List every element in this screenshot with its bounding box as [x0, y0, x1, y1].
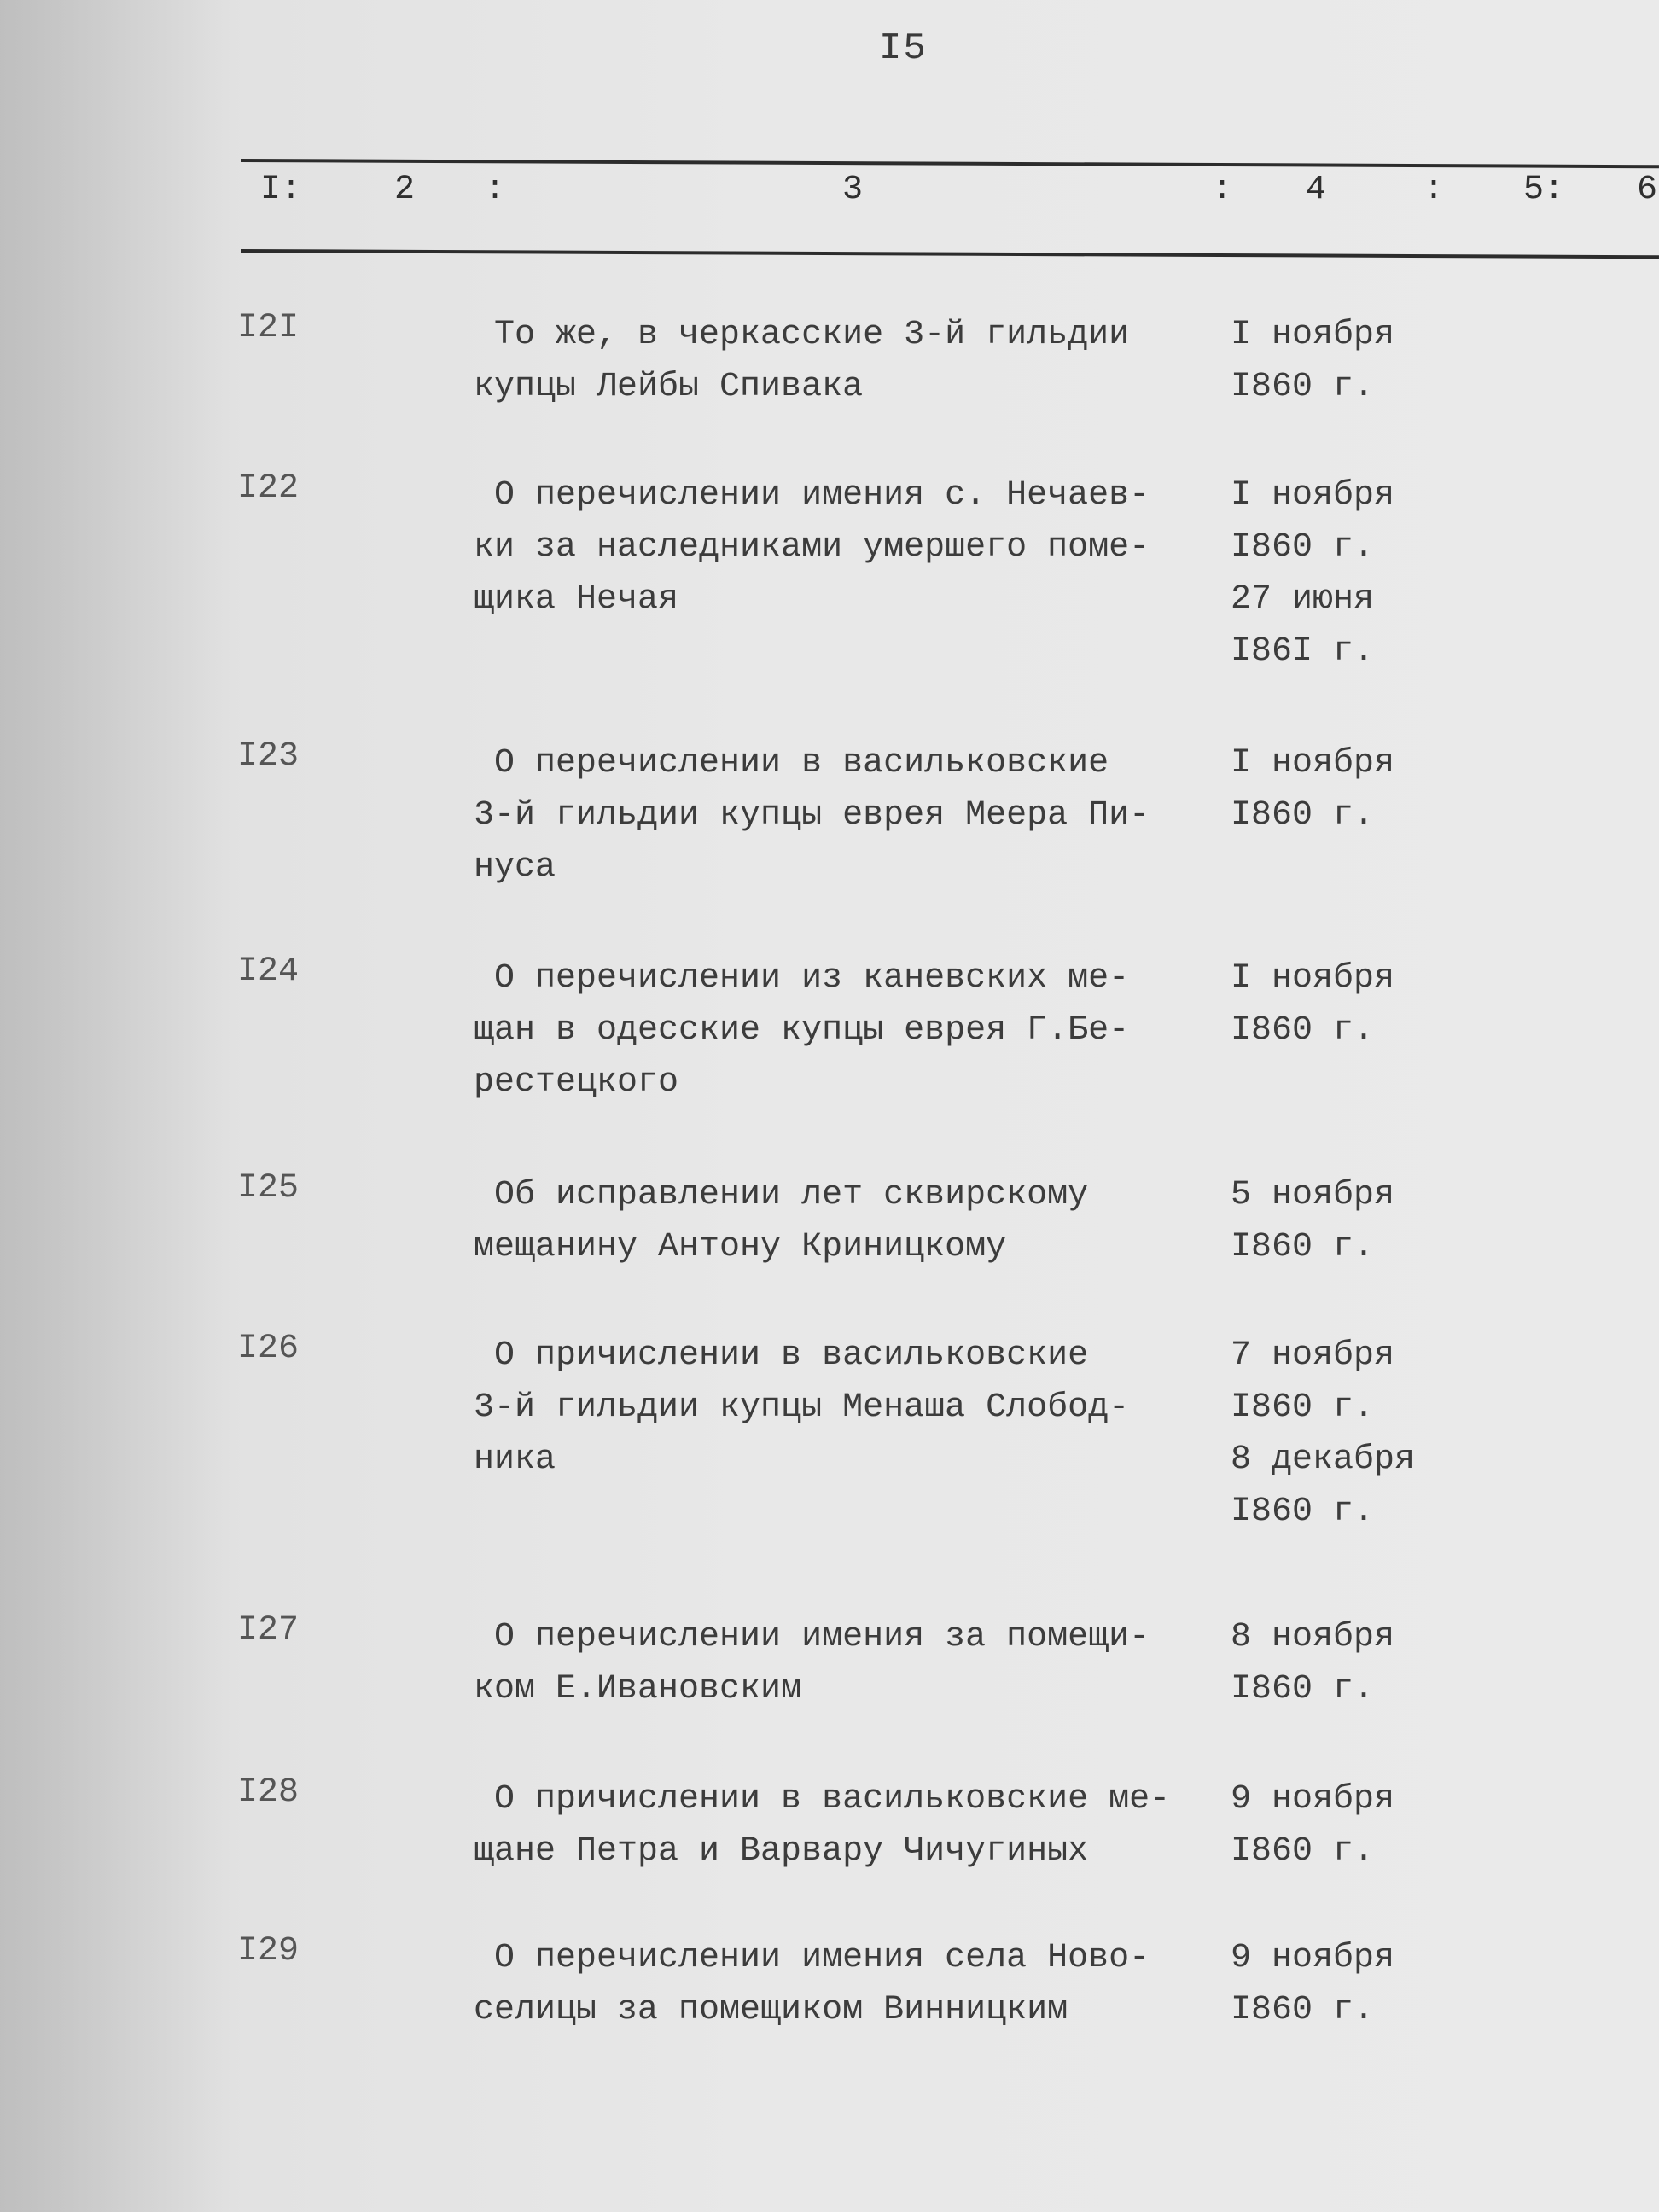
description-line: селицы за помещиком Винницким — [474, 1991, 1068, 2029]
date-line: I ноября — [1231, 316, 1395, 354]
date-line: I ноября — [1231, 744, 1395, 783]
description-line: О причислении в васильковские ме- — [474, 1780, 1171, 1819]
description-line: щика Нечая — [474, 580, 679, 619]
header-col-4: 4 — [1306, 171, 1327, 209]
description-line: мещанину Антону Криницкому — [474, 1228, 1007, 1266]
description-line: О перечислении имения села Ново- — [474, 1939, 1150, 1977]
date-line: I860 г. — [1231, 1670, 1375, 1708]
row-date — [1231, 737, 1394, 841]
description-line: О перечислении имения с. Нечаев- — [474, 476, 1150, 515]
row-number: I27 — [237, 1611, 300, 1650]
row-description — [474, 1932, 1225, 2036]
date-line: 9 ноября — [1231, 1939, 1395, 1977]
date-line: I860 г. — [1231, 1832, 1375, 1871]
header-separator-3: : — [1423, 171, 1445, 209]
date-line: I860 г. — [1231, 1493, 1375, 1531]
date-line: 7 ноября — [1231, 1336, 1395, 1375]
date-line: I860 г. — [1231, 1388, 1375, 1427]
date-line: 5 ноября — [1231, 1176, 1395, 1214]
row-description — [474, 1330, 1225, 1486]
date-line: 8 ноября — [1231, 1618, 1395, 1656]
row-number: I28 — [237, 1773, 300, 1812]
header-bottom-rule — [241, 249, 1659, 259]
description-line: рестецкого — [474, 1063, 679, 1102]
row-number: I22 — [237, 469, 300, 508]
row-description — [474, 1169, 1225, 1273]
row-description — [474, 1773, 1225, 1877]
row-number: I24 — [237, 952, 300, 991]
date-line: I860 г. — [1231, 1228, 1375, 1266]
description-line: То же, в черкасские 3-й гильдии — [474, 316, 1130, 354]
date-line: I860 г. — [1231, 796, 1375, 835]
page-edge-shadow — [0, 0, 230, 2212]
header-col-5: 5: — [1523, 171, 1565, 209]
page-number: I5 — [879, 27, 928, 70]
description-line: О перечислении имения за помещи- — [474, 1618, 1150, 1656]
description-line: щан в одесские купцы еврея Г.Бе- — [474, 1011, 1130, 1050]
row-date — [1231, 1330, 1415, 1538]
description-line: купцы Лейбы Спивака — [474, 368, 864, 406]
row-number: I29 — [237, 1932, 300, 1970]
header-col-1: I: — [260, 171, 302, 209]
row-description — [474, 469, 1225, 626]
row-description — [474, 737, 1225, 894]
row-number: I23 — [237, 737, 300, 776]
description-line: щане Петра и Варвару Чичугиных — [474, 1832, 1089, 1871]
header-top-rule — [241, 159, 1659, 168]
header-col-6: 6 — [1637, 171, 1658, 209]
row-description — [474, 1611, 1225, 1715]
description-line: ника — [474, 1441, 556, 1479]
description-line: Об исправлении лет сквирскому — [474, 1176, 1089, 1214]
description-line: ки за наследниками умершего поме- — [474, 528, 1150, 567]
date-line: I860 г. — [1231, 528, 1375, 567]
description-line: 3-й гильдии купцы еврея Меера Пи- — [474, 796, 1150, 835]
row-date — [1231, 1611, 1394, 1715]
row-date — [1231, 469, 1394, 678]
date-line: I860 г. — [1231, 368, 1375, 406]
date-line: I86I г. — [1231, 632, 1375, 671]
row-date — [1231, 1169, 1394, 1273]
description-line: О перечислении из каневских ме- — [474, 959, 1130, 998]
date-line: I860 г. — [1231, 1991, 1375, 2029]
description-line: О причислении в васильковские — [474, 1336, 1089, 1375]
header-separator-2: : — [1212, 171, 1233, 209]
date-line: 8 декабря — [1231, 1441, 1416, 1479]
date-line: I860 г. — [1231, 1011, 1375, 1050]
row-date — [1231, 1773, 1394, 1877]
header-col-3: 3 — [842, 171, 864, 209]
row-number: I2I — [237, 309, 300, 347]
row-description — [474, 952, 1225, 1109]
row-date — [1231, 309, 1394, 413]
date-line: 27 июня — [1231, 580, 1375, 619]
description-line: ком Е.Ивановским — [474, 1670, 802, 1708]
date-line: 9 ноября — [1231, 1780, 1395, 1819]
header-separator-1: : — [485, 171, 506, 209]
row-number: I26 — [237, 1330, 300, 1368]
header-col-2: 2 — [394, 171, 416, 209]
date-line: I ноября — [1231, 959, 1395, 998]
date-line: I ноября — [1231, 476, 1395, 515]
description-line: О перечислении в васильковские — [474, 744, 1109, 783]
row-date — [1231, 1932, 1394, 2036]
description-line: 3-й гильдии купцы Менаша Слобод- — [474, 1388, 1130, 1427]
row-date — [1231, 952, 1394, 1057]
description-line: нуса — [474, 848, 556, 887]
row-number: I25 — [237, 1169, 300, 1208]
row-description — [474, 309, 1225, 413]
